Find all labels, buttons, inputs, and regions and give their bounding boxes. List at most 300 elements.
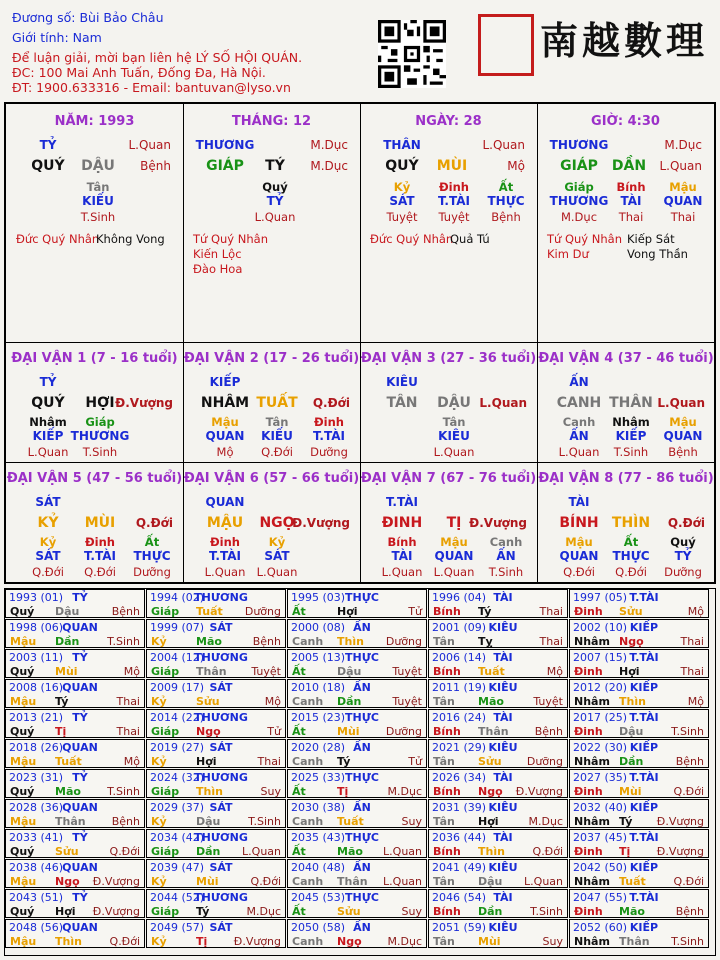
dai-van-state: Đ.Vượng [292, 516, 350, 530]
dai-van-can: MẬU [206, 515, 244, 531]
year-label: 2017 (25) [573, 711, 628, 724]
dai-van-can: BÍNH [559, 515, 599, 531]
dai-van-row [6, 342, 714, 463]
dai-van-chi: DẬU [437, 395, 471, 411]
year-chi: Ngọ [619, 635, 644, 648]
year-cell [428, 619, 568, 648]
year-state: Thai [539, 635, 563, 648]
year-chi: Dậu [478, 875, 503, 888]
year-chi: Ngọ [337, 935, 362, 948]
qr-code-icon [378, 20, 446, 88]
year-star: TỶ [72, 651, 88, 664]
dai-van-state: Đ.Vượng [115, 396, 173, 410]
year-cell [146, 649, 286, 678]
year-label: 2040 (48) [291, 861, 346, 874]
year-state: Dưỡng [244, 605, 281, 618]
year-state: Thai [680, 665, 704, 678]
year-can: Giáp [151, 845, 180, 858]
hidden-state: Thai [670, 210, 696, 224]
year-star: THỰC [345, 771, 379, 784]
year-chi: Mão [619, 905, 645, 918]
year-chi: Dậu [196, 815, 221, 828]
year-chi: Mùi [337, 725, 360, 738]
year-state: Thai [680, 635, 704, 648]
year-cell [146, 919, 286, 948]
pillar-note: Quả Tú [450, 232, 490, 246]
year-can: Tân [433, 935, 455, 948]
year-state: Bệnh [111, 815, 140, 828]
year-cell [5, 589, 145, 618]
hidden-can: Kỷ [393, 180, 411, 194]
dai-van-can: ĐINH [381, 515, 423, 531]
year-state: Dưỡng [526, 755, 563, 768]
year-can: Bính [433, 905, 461, 918]
year-can: Kỷ [151, 755, 167, 768]
year-star: SÁT [209, 861, 233, 874]
year-chi: Tuất [196, 605, 223, 618]
hidden-can: Ất [623, 535, 639, 549]
year-star: T.TÀI [629, 771, 659, 784]
year-star: KIÊU [488, 741, 518, 754]
year-label: 2038 (46) [9, 861, 64, 874]
year-star: TÀI [493, 591, 513, 604]
hidden-star: KIẾU [82, 194, 114, 208]
hidden-state: Dưỡng [133, 565, 171, 579]
year-star: ẤN [353, 861, 371, 874]
hidden-star: ẤN [496, 549, 516, 563]
hidden-star: TÀI [391, 549, 413, 563]
hidden-can: Giáp [564, 180, 594, 194]
year-label: 2016 (24) [432, 711, 487, 724]
year-chi: Dậu [619, 725, 644, 738]
year-label: 2043 (51) [9, 891, 64, 904]
hidden-can: Bính [387, 535, 417, 549]
year-can: Kỷ [151, 635, 167, 648]
year-label: 1993 (01) [9, 591, 64, 604]
year-can: Bính [433, 605, 461, 618]
year-chi: Tuất [337, 815, 364, 828]
year-label: 2044 (52) [150, 891, 205, 904]
year-state: Đ.Vượng [656, 845, 704, 858]
hidden-star: SÁT [264, 549, 290, 563]
year-can: Quý [10, 905, 35, 918]
year-chi: Sửu [619, 605, 643, 618]
year-label: 2032 (40) [573, 801, 628, 814]
hidden-state: Mộ [216, 445, 234, 459]
pillar-note: Tứ Quý Nhân [193, 232, 268, 246]
year-chi: Thân [196, 665, 227, 678]
year-star: THỰC [345, 711, 379, 724]
year-state: Q.Đới [673, 785, 704, 798]
hidden-state: Q.Đới [563, 565, 595, 579]
hidden-can: Tân [86, 180, 110, 194]
year-cell [428, 589, 568, 618]
hidden-can: Quý [262, 180, 288, 194]
hidden-star: QUAN [559, 549, 599, 563]
year-label: 2020 (28) [291, 741, 346, 754]
year-chi: Thân [478, 725, 509, 738]
year-state: Suy [401, 905, 422, 918]
pillar-title: GIỜ: 4:30 [591, 114, 660, 129]
year-state: Đ.Vượng [92, 875, 140, 888]
year-state: L.Quan [383, 875, 422, 888]
year-label: 2045 (53) [291, 891, 346, 904]
dai-van-can: CANH [556, 395, 602, 411]
year-star: KIẾP [629, 741, 659, 754]
year-star: T.TÀI [629, 711, 659, 724]
hidden-star: QUAN [205, 429, 245, 443]
year-star: SÁT [209, 621, 233, 634]
year-cell [287, 679, 427, 708]
hidden-state: L.Quan [433, 565, 475, 579]
hidden-state: Q.Đới [84, 565, 116, 579]
year-state: Thai [116, 725, 140, 738]
year-star: KIẾP [629, 921, 659, 934]
gender-value: Nam [72, 30, 102, 45]
hidden-star: THƯƠNG [70, 429, 130, 443]
year-label: 2014 (22) [150, 711, 205, 724]
hidden-can: Mậu [669, 415, 697, 429]
year-label: 2021 (29) [432, 741, 487, 754]
year-label: 2042 (50) [573, 861, 628, 874]
header [0, 0, 720, 100]
year-star: T.TÀI [629, 591, 659, 604]
hidden-star: KIÊU [438, 429, 470, 443]
year-star: ẤN [353, 741, 371, 754]
year-state: Q.Đới [532, 845, 563, 858]
year-star: SÁT [209, 801, 233, 814]
hidden-can: Ất [498, 180, 514, 194]
year-label: 2052 (60) [573, 921, 628, 934]
year-star: THỰC [345, 891, 379, 904]
dai-van-chi: THÂN [609, 395, 653, 411]
year-star: TÀI [493, 771, 513, 784]
year-cell [5, 619, 145, 648]
year-cell [569, 619, 709, 648]
year-label: 2001 (09) [432, 621, 487, 634]
hidden-state: T.Sinh [488, 565, 524, 579]
year-star: QUAN [62, 801, 98, 814]
year-state: L.Quan [524, 875, 563, 888]
year-cell [146, 829, 286, 858]
year-can: Bính [433, 665, 461, 678]
hidden-state: Q.Đới [261, 445, 293, 459]
hidden-can: Bính [616, 180, 646, 194]
pillar-main-star: TỶ [39, 138, 57, 152]
year-can: Kỷ [151, 875, 167, 888]
year-can: Canh [292, 755, 324, 768]
year-can: Nhâm [574, 875, 610, 888]
year-can: Tân [433, 635, 455, 648]
four-pillars-chart [4, 102, 716, 584]
seal-logo-icon [478, 14, 534, 76]
year-state: Mộ [687, 605, 704, 618]
hidden-star: TỶ [266, 194, 284, 208]
year-chi: Sửu [478, 755, 502, 768]
gender-line [12, 30, 102, 45]
year-chi: Dần [55, 635, 80, 648]
year-star: ẤN [353, 921, 371, 934]
hidden-star: THỰC [133, 549, 171, 563]
dai-van-star: TÀI [568, 495, 590, 509]
year-label: 2012 (20) [573, 681, 628, 694]
year-can: Ất [292, 845, 306, 858]
dai-van-can: QUÝ [31, 395, 65, 411]
year-can: Tân [433, 755, 455, 768]
year-chi: Thân [337, 875, 368, 888]
year-can: Nhâm [574, 755, 610, 768]
hidden-can: Kỷ [39, 535, 57, 549]
year-cell [569, 709, 709, 738]
year-label: 2027 (35) [573, 771, 628, 784]
year-can: Đinh [574, 725, 603, 738]
pillar-2 [360, 104, 538, 344]
dai-van-title: ĐẠI VẬN 8 (77 - 86 tuổi) [538, 471, 714, 486]
year-state: L.Quan [242, 845, 281, 858]
year-cell [428, 649, 568, 678]
year-cell [428, 769, 568, 798]
dai-van-row [6, 462, 714, 583]
year-label: 2029 (37) [150, 801, 205, 814]
dai-van-star: QUAN [205, 495, 245, 509]
year-cell [5, 799, 145, 828]
contact-line: Để luận giải, mời bạn liên hệ LÝ SỐ HỘI QUÁN. [12, 50, 303, 65]
hidden-star: QUAN [663, 429, 703, 443]
hidden-state: L.Quan [433, 445, 475, 459]
year-chi: Tị [196, 935, 208, 948]
year-star: THƯƠNG [194, 891, 248, 904]
year-chi: Tuất [619, 875, 646, 888]
hidden-state: Bệnh [491, 210, 521, 224]
year-label: 2010 (18) [291, 681, 346, 694]
year-chi: Tị [337, 785, 349, 798]
year-chi: Dậu [337, 665, 362, 678]
year-star: SÁT [209, 681, 233, 694]
pillar-can: QUÝ [385, 158, 419, 174]
dai-van-cell [360, 343, 538, 463]
year-star: KIÊU [488, 801, 518, 814]
year-state: Thai [116, 695, 140, 708]
year-star: THƯƠNG [194, 771, 248, 784]
year-state: T.Sinh [107, 785, 140, 798]
year-cell [428, 889, 568, 918]
hidden-can: Tân [265, 415, 289, 429]
dai-van-chi: HỢI [85, 395, 115, 411]
year-star: QUAN [62, 621, 98, 634]
hidden-state: Tuyệt [438, 210, 470, 224]
hidden-star: SÁT [35, 549, 61, 563]
year-state: Tuyệt [392, 665, 422, 678]
hidden-state: Q.Đới [615, 565, 647, 579]
year-can: Bính [433, 725, 461, 738]
dai-van-can: KỶ [37, 515, 59, 531]
year-label: 2003 (11) [9, 651, 64, 664]
year-cell [146, 739, 286, 768]
year-star: KIÊU [488, 921, 518, 934]
year-star: ẤN [353, 801, 371, 814]
pillar-top-state: M.Dục [310, 138, 348, 152]
year-state: Mộ [123, 755, 140, 768]
hidden-star: SÁT [389, 194, 415, 208]
hidden-can: Canh [489, 535, 523, 549]
dai-van-cell [6, 463, 184, 583]
year-cell [146, 799, 286, 828]
year-state: Tuyệt [392, 695, 422, 708]
year-label: 2024 (32) [150, 771, 205, 784]
year-cell [5, 739, 145, 768]
year-can: Tân [433, 815, 455, 828]
year-state: Q.Đới [109, 935, 140, 948]
year-state: Bệnh [675, 905, 704, 918]
year-star: TỶ [72, 831, 88, 844]
year-label: 2025 (33) [291, 771, 346, 784]
year-state: Đ.Vượng [656, 815, 704, 828]
hidden-state: Tuyệt [386, 210, 418, 224]
year-state: Bệnh [252, 635, 281, 648]
year-star: THỰC [345, 591, 379, 604]
year-can: Canh [292, 935, 324, 948]
year-star: TÀI [493, 711, 513, 724]
year-chi: Tý [196, 905, 210, 918]
year-state: Tuyệt [251, 665, 281, 678]
year-can: Đinh [574, 845, 603, 858]
hidden-star: KIẾP [32, 429, 64, 443]
pillar-note: Không Vong [96, 232, 165, 246]
year-cell [5, 769, 145, 798]
hidden-state: M.Dục [560, 210, 598, 224]
hidden-state: T.Sinh [613, 445, 649, 459]
pillar-main-star: THÂN [383, 138, 421, 152]
hidden-star: TÀI [620, 194, 642, 208]
year-chi: Tuất [478, 665, 505, 678]
hidden-state: Thai [618, 210, 644, 224]
hidden-can: Nhâm [29, 415, 67, 429]
name-label: Đương số: [12, 10, 76, 25]
pillar-top-state: L.Quan [482, 138, 525, 152]
pillar-chi: DẬU [81, 158, 115, 174]
year-label: 2004 (12) [150, 651, 205, 664]
year-cell [146, 589, 286, 618]
year-chi: Mùi [196, 875, 219, 888]
dai-van-star: ẤN [569, 375, 589, 389]
year-star: KIÊU [488, 681, 518, 694]
year-star: THỰC [345, 831, 379, 844]
year-star: THƯƠNG [194, 591, 248, 604]
hidden-state: Dưỡng [310, 445, 348, 459]
year-can: Quý [10, 845, 35, 858]
pillar-note: Vong Thần [627, 247, 688, 261]
year-star: TỶ [72, 771, 88, 784]
year-label: 2022 (30) [573, 741, 628, 754]
year-state: Bệnh [675, 755, 704, 768]
year-cell [569, 889, 709, 918]
year-state: Đ.Vượng [233, 935, 281, 948]
year-can: Quý [10, 605, 35, 618]
year-label: 2008 (16) [9, 681, 64, 694]
year-state: M.Dục [387, 935, 422, 948]
year-state: T.Sinh [530, 905, 563, 918]
pillar-main-star: THƯƠNG [195, 138, 255, 152]
year-can: Đinh [574, 785, 603, 798]
year-can: Đinh [574, 905, 603, 918]
year-state: Suy [260, 785, 281, 798]
year-state: L.Quan [383, 845, 422, 858]
year-can: Canh [292, 695, 324, 708]
year-label: 1994 (02) [150, 591, 205, 604]
year-can: Ất [292, 665, 306, 678]
year-can: Nhâm [574, 935, 610, 948]
year-label: 2031 (39) [432, 801, 487, 814]
year-label: 2028 (36) [9, 801, 64, 814]
pillar-note: Đào Hoa [193, 262, 243, 276]
dai-van-title: ĐẠI VẬN 5 (47 - 56 tuổi) [6, 471, 183, 486]
year-can: Canh [292, 815, 324, 828]
year-state: Q.Đới [673, 875, 704, 888]
year-chi: Tỵ [478, 635, 493, 648]
year-state: Tuyệt [533, 695, 563, 708]
year-can: Ất [292, 605, 306, 618]
hidden-can: Canh [562, 415, 596, 429]
pillar-can: QUÝ [31, 158, 65, 174]
year-state: Mộ [546, 665, 563, 678]
year-can: Giáp [151, 785, 180, 798]
year-cell [287, 619, 427, 648]
year-label: 1998 (06) [9, 621, 64, 634]
dai-van-star: TỶ [39, 375, 57, 389]
dai-van-chi: TỊ [446, 515, 462, 531]
hidden-can: Đinh [439, 180, 469, 194]
year-chi: Tị [619, 845, 631, 858]
hidden-can: Nhâm [612, 415, 650, 429]
year-chi: Ngọ [196, 725, 221, 738]
year-label: 1997 (05) [573, 591, 628, 604]
year-state: Thai [539, 605, 563, 618]
year-state: Q.Đới [109, 845, 140, 858]
year-state: Tử [408, 755, 422, 768]
year-cell [569, 589, 709, 618]
pillar-state: L.Quan [659, 159, 702, 173]
year-label: 1996 (04) [432, 591, 487, 604]
year-label: 2005 (13) [291, 651, 346, 664]
year-label: 1999 (07) [150, 621, 205, 634]
year-chi: Mùi [478, 935, 501, 948]
hidden-can: Mậu [669, 180, 697, 194]
year-star: QUAN [62, 861, 98, 874]
year-state: Mộ [123, 665, 140, 678]
year-can: Mậu [10, 815, 37, 828]
year-chi: Mùi [619, 785, 642, 798]
year-cell [5, 649, 145, 678]
year-cell [428, 829, 568, 858]
year-cell [569, 739, 709, 768]
hidden-state: Q.Đới [32, 565, 64, 579]
dai-van-title: ĐẠI VẬN 7 (67 - 76 tuổi) [360, 471, 537, 486]
year-cell [569, 769, 709, 798]
year-can: Ất [292, 785, 306, 798]
year-chi: Sửu [196, 695, 220, 708]
year-label: 2046 (54) [432, 891, 487, 904]
annual-luck-grid [4, 588, 716, 956]
year-state: Thai [257, 755, 281, 768]
hidden-star: KIẾU [261, 429, 293, 443]
hidden-state: L.Quan [254, 210, 296, 224]
dai-van-star: KIÊU [386, 375, 418, 389]
year-star: SÁT [209, 741, 233, 754]
year-can: Mậu [10, 935, 37, 948]
year-label: 2018 (26) [9, 741, 64, 754]
year-chi: Tý [619, 815, 633, 828]
year-star: KIÊU [488, 861, 518, 874]
